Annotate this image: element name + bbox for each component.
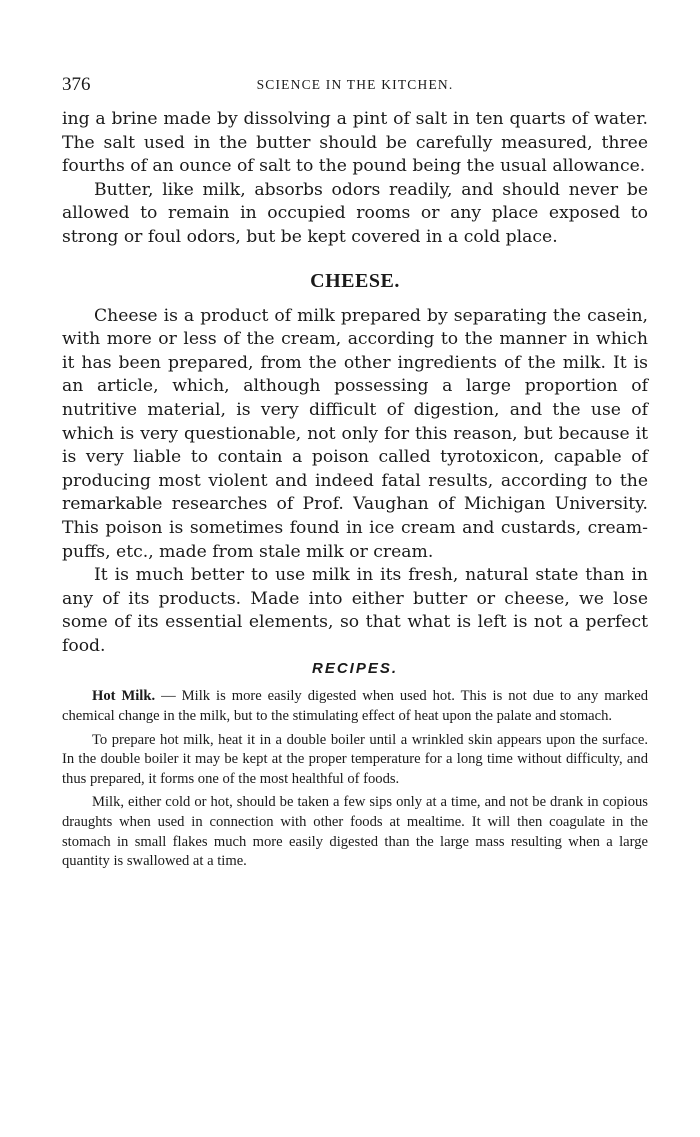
book-page <box>62 74 648 876</box>
page-number: 376 <box>62 74 91 95</box>
cheese-heading: CHEESE. <box>310 269 400 292</box>
cheese-paragraph-1: Cheese is a product of milk prepared by separating the casein, with more or less of the cream, according to the manner in which it has been prepared, from the other ingredients of the milk. It is an article, which, although possessing a large proportion of nutritive material, is very difficult of digestion, and the use of which is very questionable, not only for this reason, but because it is very liable to contain a poison called tyrotoxicon, capable of producing most violent and indeed fatal results, according to the remarkable researches of Prof. Vaughan of Michigan University. This poison is sometimes found in ice cream and custards, cream-puffs, etc., made from stale milk or cream. <box>62 305 648 562</box>
butter-odors-paragraph: Butter, like milk, absorbs odors readily, and should never be allowed to remain in occupied rooms or any place exposed to strong or foul odors, but be kept covered in a cold place. <box>62 179 648 247</box>
running-title: SCIENCE IN THE KITCHEN. <box>256 77 454 92</box>
hot-milk-title: Hot Milk. <box>92 688 156 705</box>
continued-paragraph: ing a brine made by dissolving a pint of salt in ten quarts of water. The salt used in the butter should be carefully measured, three fourths of an ounce of salt to the pound being the usual allowance. <box>62 109 648 177</box>
hot-milk-paragraph-1 <box>62 687 648 726</box>
hot-milk-text-1: — Milk is more easily digested when used hot. This is not due to any marked chemical change in the milk, but to the stimulating effect of heat upon the palate and stomach. <box>62 688 648 725</box>
recipes-heading: RECIPES. <box>311 660 399 678</box>
cheese-paragraph-2: It is much better to use milk in its fresh, natural state than in any of its products. Made into either butter or cheese, we lose some of its essential elements, so that what is left is not a perfect food. <box>62 565 648 656</box>
hot-milk-paragraph-3: Milk, either cold or hot, should be taken a few sips only at a time, and not be drank in copious draughts when used in connection with other foods at mealtime. It will then coagulate in the stomach in small flakes much more easily digested than the large mass resulting when a large quantity is swallowed at a time. <box>62 794 648 870</box>
hot-milk-paragraph-2: To prepare hot milk, heat it in a double boiler until a wrinkled skin appears upon the surface. In the double boiler it may be kept at the proper temperature for a long time without difficulty, and thus prepared, it forms one of the most healthful of foods. <box>62 731 648 787</box>
running-header <box>62 74 648 102</box>
